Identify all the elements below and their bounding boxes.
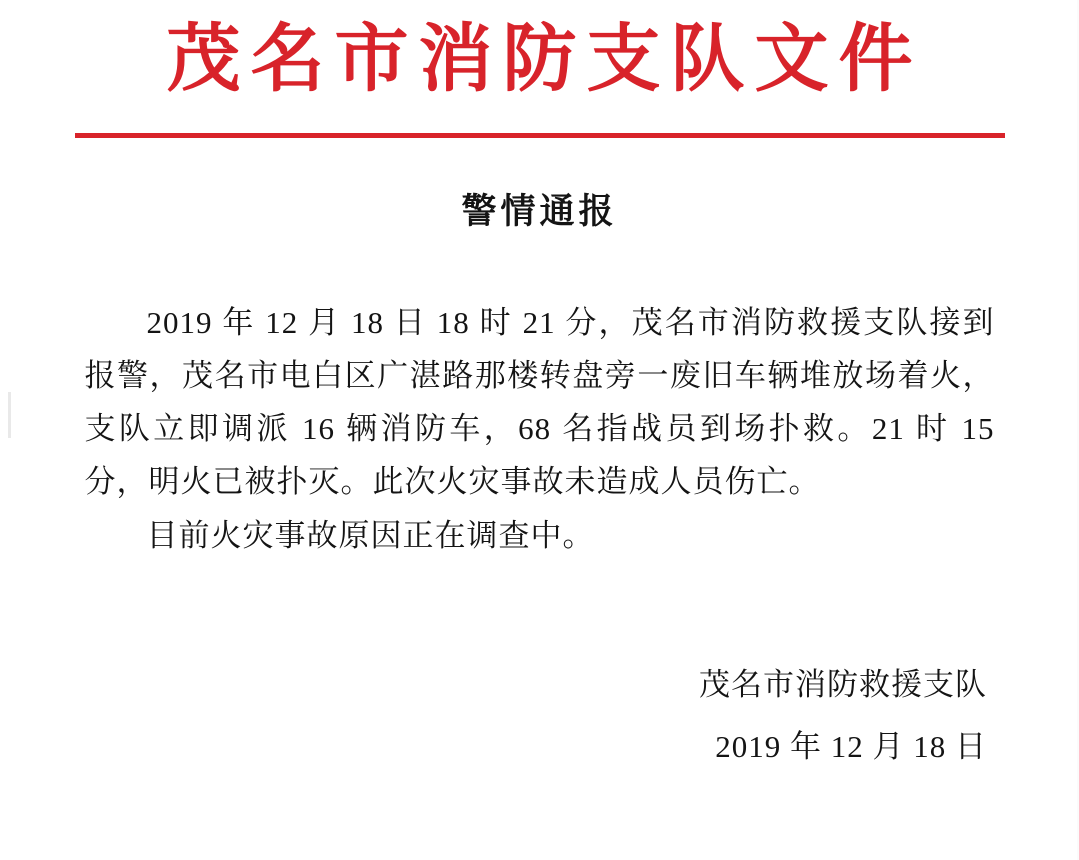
- body-paragraph-1: 2019 年 12 月 18 日 18 时 21 分，茂名市消防救援支队接到报警，茂名市电白区广湛路那楼转盘旁一废旧车辆堆放场着火，支队立即调派 16 辆消防车，68 名指战员到场扑救。21 时 15 分，明火已被扑灭。此次火灾事故未造成人员伤亡。: [84, 304, 995, 500]
- body-paragraph-2: 目前火灾事故原因正在调查中。: [146, 517, 595, 553]
- signature-date: 2019 年 12 月 18 日: [715, 729, 987, 765]
- masthead-red-rule: [75, 133, 1005, 138]
- masthead-title: 茂名市消防支队文件: [166, 19, 923, 101]
- scan-edge-artifact-left: [8, 392, 11, 438]
- document-subject-heading: 警情通报: [461, 191, 618, 231]
- document-signature: [0, 654, 987, 778]
- document-body: [85, 296, 995, 563]
- document-masthead: [0, 0, 1079, 138]
- signature-organization: 茂名市消防救援支队: [699, 667, 987, 703]
